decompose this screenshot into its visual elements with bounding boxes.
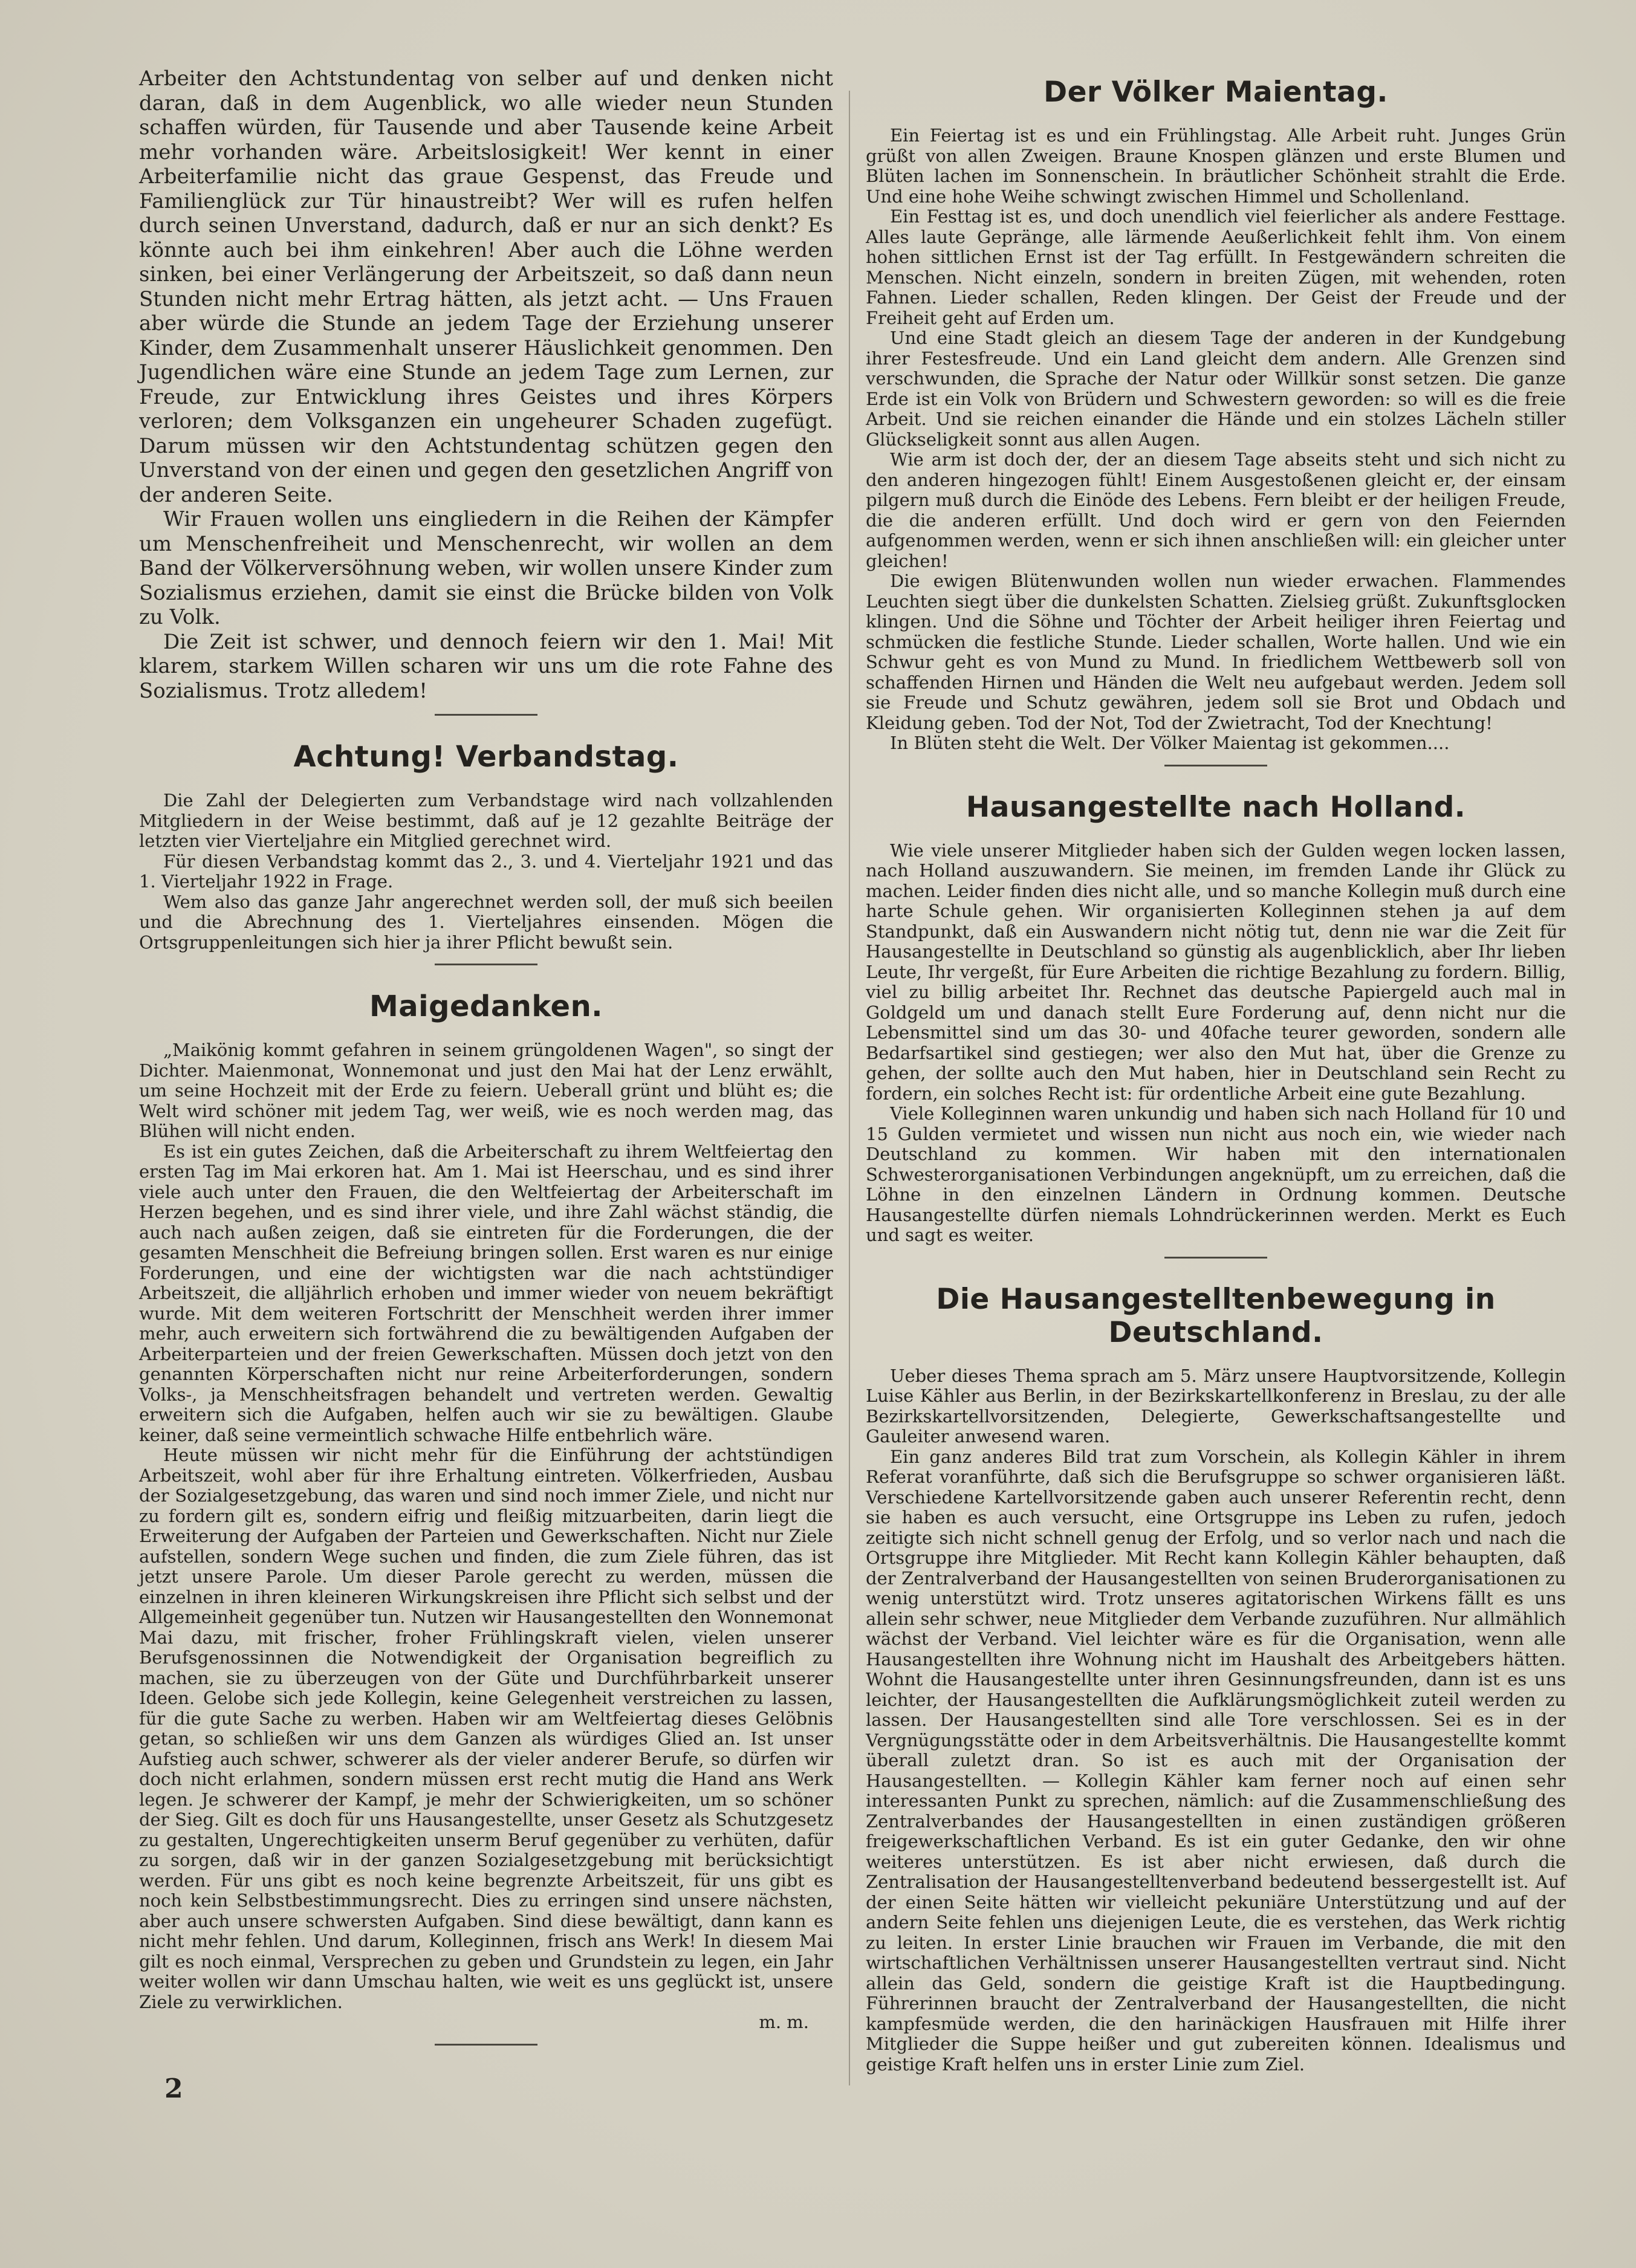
column-divider <box>849 91 850 2085</box>
maientag-headline: Der Völker Maientag. <box>1044 76 1388 109</box>
article-separator <box>1164 1257 1267 1259</box>
holland-paragraph-1: Wie viele unserer Mitglieder haben sich der Gulden wegen locken lassen, nach Holland auszuwandern. Sie meinen, im fremden Lande ihr Glück zu machen. Leider finden dies nicht alle, und so manche Kollegin muß durch eine harte Schule gehen. Wir organisierten Kolleginnen stehen ja auf dem Standpunkt, daß ein Auswandern nicht nötig tut, denn nie war die Zeit für Hausangestellte in Deutschland so günstig als augenblicklich, aber Ihr lieben Leute, Ihr vergeßt, für Eure Arbeiten die richtige Bezahlung zu fordern. Billig, viel zu billig arbeitet Ihr. Rechnet das deutsche Papiergeld auch mal in Goldgeld um und danach stellt Eure Forderung auf, denn nicht nur die Lebensmittel sind um das 30- und 40fache teurer geworden, sondern alle Bedarfsartikel sind gestiegen; wer also den Mut hat, über die Grenze zu gehen, der sollte auch den Mut haben, hier in Deutschland sein Recht zu fordern, ein solches Recht ist: für ordentliche Arbeit eine gute Bezahlung. <box>866 840 1566 1104</box>
holland-headline: Hausangestellte nach Holland. <box>966 790 1466 824</box>
article-separator <box>1164 765 1267 766</box>
intro-paragraph-1: Arbeiter den Achtstundentag von selber auf und denken nicht daran, daß in dem Augenblick, wo alle wieder neun Stunden schaffen würden, für Tausende und aber Tausende keine Arbeit mehr vorhanden wäre. Arbeitslosigkeit! Wer kennt in einer Arbeiterfamilie nicht das graue Gespenst, das Freude und Familienglück zur Tür hinaustreibt? Wer will es rufen helfen durch seinen Unverstand, dadurch, daß er nur an sich denkt? Es könnte auch bei ihm einkehren! Aber auch die Löhne werden sinken, bei einer Verlängerung der Arbeitszeit, so daß dann neun Stunden nicht mehr Ertrag hätten, als jetzt acht. — Uns Frauen aber würde die Stunde an jedem Tage der Erziehung unserer Kinder, dem Zusammenhalt unserer Häuslichkeit genommen. Den Jugendlichen wäre eine Stunde an jedem Tage zum Lernen, zur Freude, zur Entwicklung ihres Geistes und ihres Körpers verloren; dem Volksganzen ein ungeheurer Schaden zugefügt. Darum müssen wir den Achtstundentag schützen gegen den Unverstand von der einen und gegen den gesetzlichen Angriff von der anderen Seite. <box>139 66 833 507</box>
bewegung-paragraph-1: Ueber dieses Thema sprach am 5. März unsere Hauptvorsitzende, Kollegin Luise Kähler aus Berlin, in der Bezirkskartellkonferenz in Breslau, zu der alle Bezirkskartellvorsitzenden, Delegierte, Gewerkschaftsangestellte und Gauleiter anwesend waren. <box>866 1365 1566 1447</box>
maigedanken-paragraph-3: Heute müssen wir nicht mehr für die Einführung der achtstündigen Arbeitszeit, wohl aber für ihre Erhaltung eintreten. Völkerfrieden, Ausbau der Sozialgesetzgebung, das waren und sind noch immer Ziele, und nicht nur zu fordern gilt es, sondern eifrig und fleißig mitzuarbeiten, darin liegt die Erweiterung der Aufgaben der Parteien und Gewerkschaften. Nicht nur Ziele aufstellen, sondern Wege suchen und finden, die zum Ziele führen, das ist jetzt unsere Parole. Um dieser Parole gerecht zu werden, müssen die einzelnen in ihren kleineren Wirkungskreisen ihre Pflicht sich selbst und der Allgemeinheit gegenüber tun. Nutzen wir Hausangestellten den Wonnemonat Mai dazu, mit frischer, froher Frühlingskraft vielen, vielen unserer Berufsgenossinnen die Notwendigkeit der Organisation begreiflich zu machen, sie zu überzeugen von der Güte und Durchführbarkeit unserer Ideen. Gelobe sich jede Kollegin, keine Gelegenheit verstreichen zu lassen, für die gute Sache zu werben. Haben wir am Weltfeiertag dieses Gelöbnis getan, so schließen wir uns dem Ganzen als würdiges Glied an. Ist unser Aufstieg auch schwer, schwerer als der vieler anderer Berufe, so dürfen wir doch nicht erlahmen, sondern müssen erst recht mutig die Hand ans Werk legen. Je schwerer der Kampf, je mehr der Schwierigkeiten, um so schöner der Sieg. Gilt es doch für uns Hausangestellte, unser Gesetz als Schutzgesetz zu gestalten, Ungerechtigkeiten unserm Beruf gegenüber zu verhüten, dafür zu sorgen, daß wir in der ganzen Sozialgesetzgebung mit berücksichtigt werden. Für uns gibt es noch keine begrenzte Arbeitszeit, für uns gibt es noch kein Selbstbestimmungsrecht. Dies zu erringen sind unsere nächsten, aber auch unsere schwersten Aufgaben. Sind diese bewältigt, dann kann es nicht mehr fehlen. Und darum, Kolleginnen, frisch ans Werk! In diesem Mai gilt es noch einmal, Versprechen zu geben und Grundstein zu legen, ein Jahr weiter wollen wir dann Umschau halten, wie weit es uns geglückt ist, unsere Ziele zu verwirklichen. <box>139 1445 833 2012</box>
verbandstag-paragraph-2: Für diesen Verbandstag kommt das 2., 3. und 4. Vierteljahr 1921 und das 1. Vierteljahr 1922 in Frage. <box>139 850 833 892</box>
bewegung-headline: Die Hausangestelltenbewegung in Deutschland. <box>936 1282 1496 1349</box>
article-separator <box>435 964 537 965</box>
maientag-paragraph-5: Die ewigen Blütenwunden wollen nun wieder erwachen. Flammendes Leuchten siegt über die dunkelsten Schatten. Zielsieg grüßt. Zukunftsglocken klingen. Und die Söhne und Töchter der Arbeit heiliger ihren Feiertag und schmücken die festliche Stunde. Lieder schallen, Worte hallen. Und wie ein Schwur geht es von Mund zu Mund. In friedlichem Wettbewerb soll von schaffenden Hirnen und Händen die Welt neu aufgebaut werden. Jedem soll sie Freude und Schutz gewähren, jedem soll sie Brot und Obdach und Kleidung geben. Tod der Not, Tod der Zwietracht, Tod der Knechtung! <box>866 571 1566 733</box>
left-column <box>139 66 833 2046</box>
maigedanken-signature: m. m. <box>759 2012 809 2032</box>
verbandstag-paragraph-3: Wem also das ganze Jahr angerechnet werden soll, der muß sich beeilen und die Abrechnung des 1. Vierteljahres einsenden. Mögen die Ortsgruppenleitungen sich hier ja ihrer Pflicht bewußt sein. <box>139 891 833 953</box>
bewegung-paragraph-2: Ein ganz anderes Bild trat zum Vorschein, als Kollegin Kähler in ihrem Referat voranführte, daß sich die Berufsgruppe so schwer organisieren läßt. Verschiedene Kartellvorsitzende gaben auch unserer Referentin recht, denn sie haben es auch versucht, eine Ortsgruppe ins Leben zu rufen, jedoch zeitigte sich nicht schnell genug der Erfolg, und so verlor nach und nach die Ortsgruppe ihre Mitglieder. Mit Recht kann Kollegin Kähler behaupten, daß der Zentralverband der Hausangestellten von seinen Bruderorganisationen zu wenig unterstützt wird. Trotz unseres agitatorischen Wirkens fällt es uns allein sehr schwer, neue Mitglieder dem Verbande zuzuführen. Nur allmählich wächst der Verband. Viel leichter wäre es für die Organisation, wenn alle Hausangestellten ihre Wohnung nicht im Haushalt des Arbeitgebers hätten. Wohnt die Hausangestellte unter ihren Gesinnungsfreunden, dann ist es uns leichter, der Hausangestellten die Aufklärungsmöglichkeit zuteil werden zu lassen. Der Hausangestellten sind alle Tore verschlossen. Sei es in der Vergnügungsstätte oder in dem Arbeitsverhältnis. Die Hausangestellte kommt überall zuletzt dran. So ist es auch mit der Organisation der Hausangestellten. — Kollegin Kähler kam ferner noch auf einen sehr interessanten Punkt zu sprechen, nämlich: auf die Zusammenschließung des Zentralverbandes der Hausangestellten in einen zuständigen größeren freigewerkschaftlichen Verband. Es ist ein guter Gedanke, den wir ohne weiteres unterstützen. Es ist aber nicht erwiesen, daß durch die Zentralisation der Hausangestelltenverband bedeutend bessergestellt ist. Auf der einen Seite hätten wir vielleicht pekuniäre Unterstützung und auf der andern Seite fehlen uns diejenigen Leute, die es verstehen, das Werk richtig zu leiten. In erster Linie brauchen wir Frauen im Verbande, die mit den wirtschaftlichen Verhältnissen unserer Hausangestellten vertraut sind. Nicht allein das Geld, sondern die geistige Kraft ist die Hauptbedingung. Führerinnen braucht der Zentralverband der Hausangestellten, die nicht kampfesmüde werden, die den harinäckigen Hausfrauen mit Hilfe ihrer Mitglieder die Suppe heißer und gut zubereiten können. Idealismus und geistige Kraft helfen uns in erster Linie zum Ziel. <box>866 1446 1566 2075</box>
maigedanken-headline: Maigedanken. <box>369 990 603 1023</box>
right-column <box>866 76 1566 2075</box>
maientag-paragraph-4: Wie arm ist doch der, der an diesem Tage abseits steht und sich nicht zu den anderen hingezogen fühlt! Einem Ausgestoßenen gleicht er, der einsam pilgern muß durch die Einöde des Lebens. Fern bleibt er der heiligen Freude, die die anderen erfüllt. Und doch wird er gern von den Feiernden aufgenommen werden, wenn er sich ihnen anschließen will: ein gleicher unter gleichen! <box>866 449 1566 571</box>
page-number: 2 <box>164 2073 183 2104</box>
intro-section <box>139 66 833 703</box>
intro-paragraph-3: Die Zeit ist schwer, und dennoch feiern wir den 1. Mai! Mit klarem, starkem Willen scharen wir uns um die rote Fahne des Sozialismus. Trotz alledem! <box>139 629 833 703</box>
article-separator <box>435 714 537 716</box>
maientag-paragraph-1: Ein Feiertag ist es und ein Frühlingstag. Alle Arbeit ruht. Junges Grün grüßt von allen Zweigen. Braune Knospen glänzen und erste Blumen und Blüten lachen im Sonnenschein. In bräutlicher Schönheit strahlt die Erde. Und eine hohe Weihe schwingt zwischen Himmel und Schollenland. <box>866 125 1566 207</box>
maientag-paragraph-6: In Blüten steht die Welt. Der Völker Maientag ist gekommen.... <box>890 733 1450 753</box>
article-separator <box>435 2044 537 2046</box>
maientag-paragraph-3: Und eine Stadt gleich an diesem Tage der anderen in der Kundgebung ihrer Festesfreude. Und ein Land gleicht dem andern. Alle Grenzen sind verschwunden, die Sprache der Natur oder Willkür sonst setzen. Die ganze Erde ist ein Volk von Brüdern und Schwestern geworden: so will es die freie Arbeit. Und sie reichen einander die Hände und ein stolzes Lächeln stiller Glückseligkeit sonnt aus allen Augen. <box>866 328 1566 450</box>
holland-paragraph-2: Viele Kolleginnen waren unkundig und haben sich nach Holland für 10 und 15 Gulden vermietet und wissen nun nicht aus noch ein, wie wieder nach Deutschland zu kommen. Wir haben mit den internationalen Schwesterorganisationen Verbindungen angeknüpft, um zu erreichen, daß die Löhne in den einzelnen Ländern in Ordnung kommen. Deutsche Hausangestellte dürfen niemals Lohndrückerinnen werden. Merkt es Euch und sagt es weiter. <box>866 1103 1566 1245</box>
maigedanken-paragraph-1: „Maikönig kommt gefahren in seinem grüngoldenen Wagen", so singt der Dichter. Maienmonat, Wonnemonat und just den Mai hat der Lenz erwählt, um seine Hochzeit mit der Erde zu feiern. Ueberall grünt und blüht es; die Welt wird schöner mit jedem Tag, wer weiß, wie es noch werden mag, das Blühen will nicht enden. <box>139 1040 833 1141</box>
maientag-paragraph-2: Ein Festtag ist es, und doch unendlich viel feierlicher als andere Festtage. Alles laute Gepränge, alle lärmende Aeußerlichkeit fehlt ihm. Von einem hohen sittlichen Ernst ist der Tag erfüllt. In Festgewändern schreiten die Menschen. Nicht einzeln, sondern in breiten Zügen, mit wehenden, roten Fahnen. Lieder schallen, Reden klingen. Der Geist der Freude und der Freiheit geht auf Erden um. <box>866 206 1566 328</box>
maigedanken-paragraph-2: Es ist ein gutes Zeichen, daß die Arbeiterschaft zu ihrem Weltfeiertag den ersten Tag im Mai erkoren hat. Am 1. Mai ist Heerschau, und es sind ihrer viele auch unter den Frauen, die den Weltfeiertag der Arbeiterschaft im Herzen begehen, und es sind ihrer viele, und ihre Zahl wächst ständig, die auch nach außen zeigen, daß sie eintreten für die Forderungen, die der gesamten Menschheit die Befreiung bringen sollen. Erst waren es nur einige Forderungen, und eine der wichtigsten war die nach achtstündiger Arbeitszeit, die alljährlich erhoben und immer wieder von neuem bekräftigt wurde. Mit dem weiteren Fortschritt der Menschheit werden ihrer immer mehr, auch erweitern sich fortwährend die zu bewältigenden Aufgaben der Arbeiterparteien und der freien Gewerkschaften. Müssen doch jetzt von den genannten Körperschaften nicht nur reine Arbeiterforderungen, sondern Volks-, ja Menschheitsfragen behandelt und vertreten werden. Gewaltig erweitern sich die Aufgaben, helfen auch wir sie zu bewältigen. Glaube keiner, daß seine vermeintlich schwache Hilfe entbehrlich wäre. <box>139 1141 833 1445</box>
verbandstag-headline: Achtung! Verbandstag. <box>293 740 679 774</box>
verbandstag-paragraph-1: Die Zahl der Delegierten zum Verbandstage wird nach vollzahlenden Mitgliedern in der Weise bestimmt, daß auf je 12 gezahlte Beiträge der letzten vier Vierteljahre ein Mitglied gerechnet wird. <box>139 790 833 851</box>
intro-paragraph-2: Wir Frauen wollen uns eingliedern in die Reihen der Kämpfer um Menschenfreiheit und Menschenrecht, wir wollen an dem Band der Völkerversöhnung weben, wir wollen unsere Kinder zum Sozialismus erziehen, damit sie einst die Brücke bilden von Volk zu Volk. <box>139 507 833 629</box>
